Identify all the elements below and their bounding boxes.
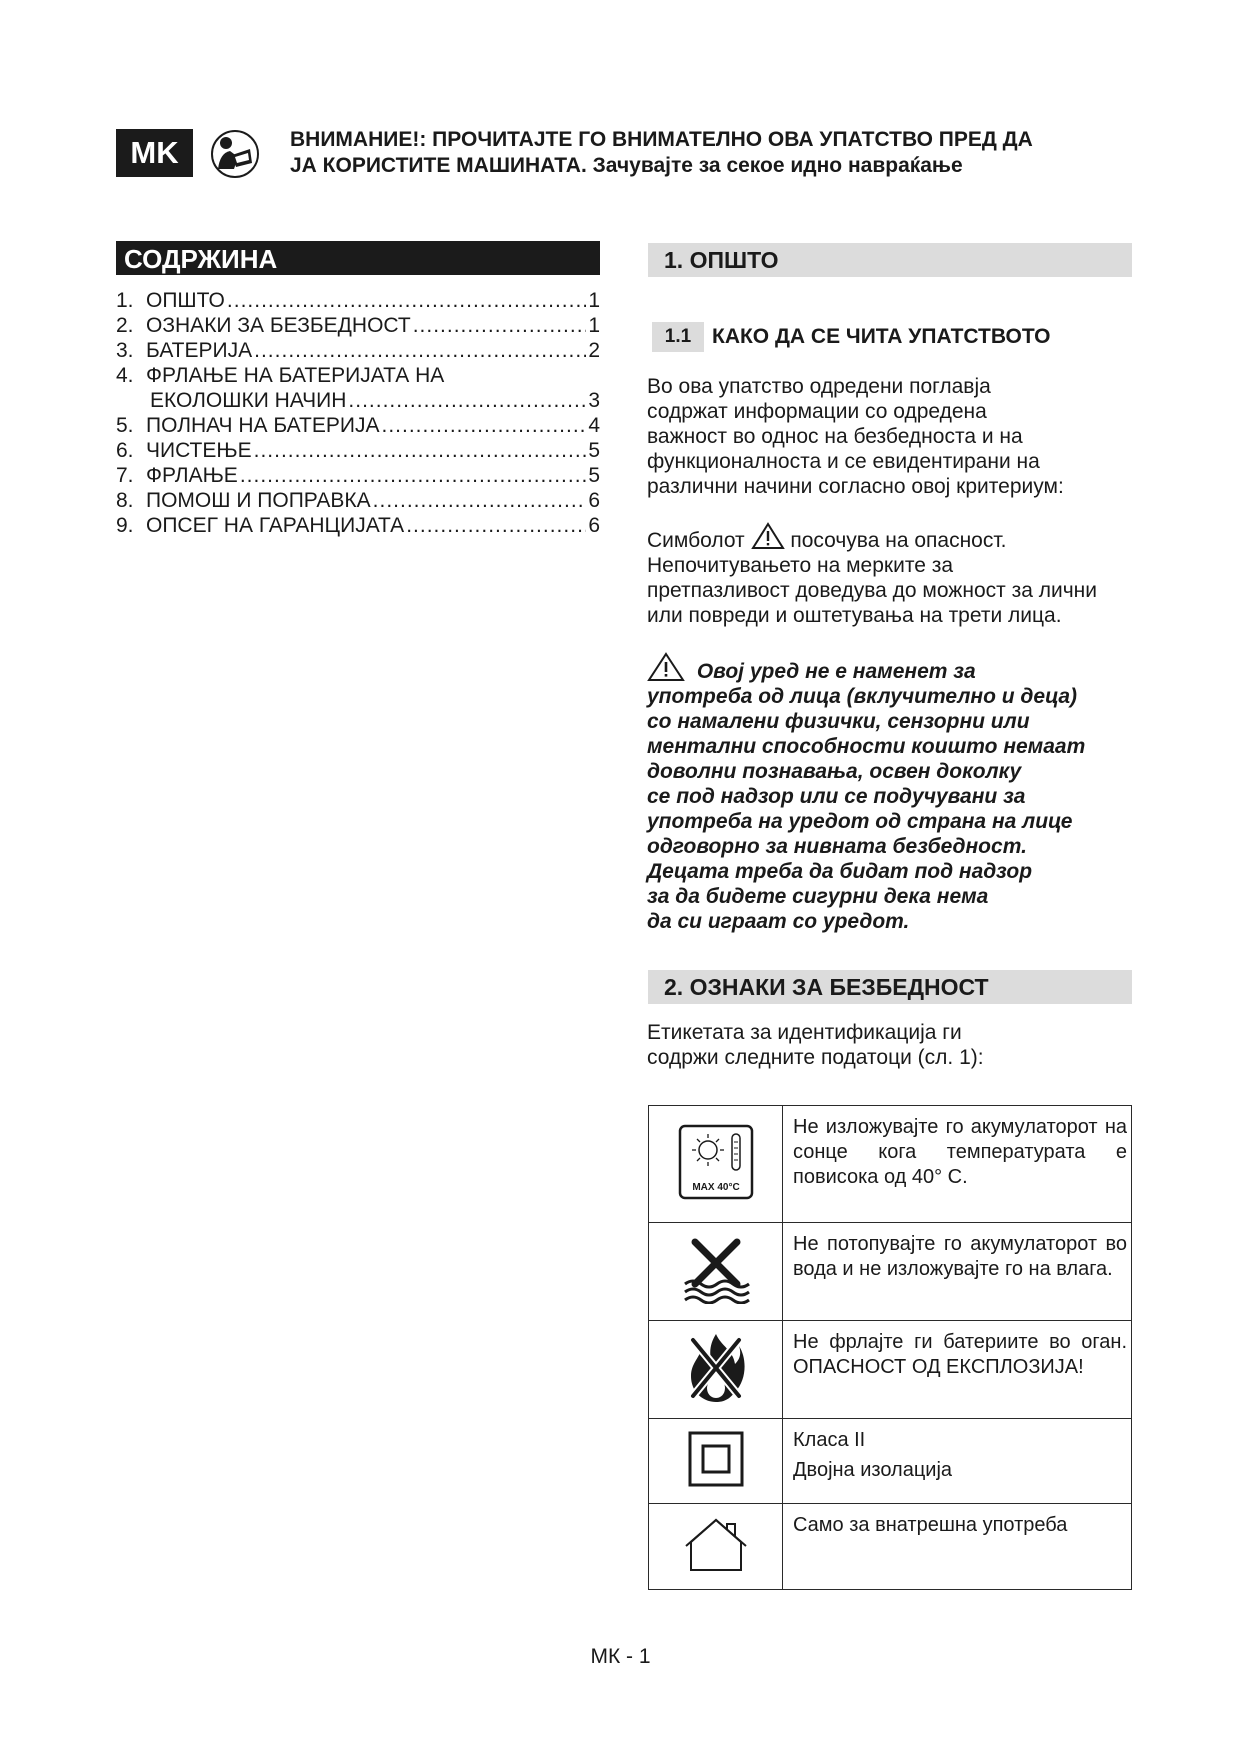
header-warning-line1: ВНИМАНИЕ!: ПРОЧИТАЈТЕ ГО ВНИМАТЕЛНО ОВА УПАТСТВО ПРЕД ДА xyxy=(290,128,1033,151)
toc-leader-dots xyxy=(348,388,586,413)
toc-item-title: ПОМОШ И ПОПРАВКА xyxy=(146,489,371,512)
section-1-heading: 1. ОПШТО xyxy=(648,243,1132,277)
table-row xyxy=(649,1321,1132,1419)
insulation-label: Двојна изолација xyxy=(793,1459,953,1481)
toc-item-number: 2. xyxy=(116,314,134,337)
toc-item xyxy=(116,513,600,538)
text-line: за да бидете сигурни дека нема xyxy=(647,885,989,908)
toc-item-page: 6 xyxy=(588,489,600,512)
table-text-cell xyxy=(783,1419,1132,1504)
text-line xyxy=(647,652,1137,684)
header-warning xyxy=(290,127,1150,179)
table-text-cell: Само за внатрешна употреба xyxy=(783,1504,1132,1590)
toc-item xyxy=(116,313,600,338)
toc-item-page: 6 xyxy=(588,514,600,537)
toc-item xyxy=(116,413,600,438)
warning-paragraph xyxy=(647,652,1137,934)
text-line: содржи следните податоци (сл. 1): xyxy=(647,1046,984,1069)
toc-item-title-cont: ЕКОЛОШКИ НАЧИН xyxy=(150,389,347,412)
language-badge: MK xyxy=(116,129,193,177)
table-icon-cell xyxy=(649,1504,783,1590)
safety-symbols-table xyxy=(648,1105,1132,1590)
toc-item-title: БАТЕРИЈА xyxy=(146,339,253,362)
toc-item-page: 5 xyxy=(588,439,600,462)
text-line: Во ова упатство одредени поглавја xyxy=(647,375,991,398)
toc-item-page: 1 xyxy=(588,289,600,312)
sun-thermometer-icon xyxy=(678,1124,754,1200)
text-line xyxy=(647,522,1137,553)
toc-item xyxy=(116,363,600,388)
table-row xyxy=(649,1504,1132,1590)
toc-item-number: 1. xyxy=(116,289,134,312)
no-water-icon xyxy=(681,1234,751,1304)
class-label: Класа II xyxy=(793,1429,866,1451)
text-line: со намалени физички, сензорни или xyxy=(647,710,1030,733)
text-line: различни начини согласно овој критериум: xyxy=(647,475,1064,498)
warning-text-first: Овој уред не е наменет за xyxy=(696,660,976,683)
toc-item-title: ФРЛАЊЕ НА БАТЕРИЈАТА НА xyxy=(146,364,445,387)
text-line: да си играат со уредот. xyxy=(647,910,910,933)
symbol-text-before: Симболот xyxy=(647,529,745,552)
intro-paragraph xyxy=(647,374,1137,499)
table-icon-cell xyxy=(649,1106,783,1223)
toc-item xyxy=(116,488,600,513)
warning-triangle-icon xyxy=(751,522,785,550)
toc-item xyxy=(116,463,600,488)
toc-item xyxy=(116,338,600,363)
text-line: Непочитувањето на мерките за xyxy=(647,554,954,577)
indoor-house-icon xyxy=(685,1516,747,1572)
toc-leader-dots xyxy=(240,463,587,488)
toc-item-title: ОЗНАКИ ЗА БЕЗБЕДНОСТ xyxy=(146,314,411,337)
toc-leader-dots xyxy=(254,338,586,363)
warning-triangle-icon xyxy=(647,652,685,682)
toc-item-page: 2 xyxy=(588,339,600,362)
table-icon-cell xyxy=(649,1321,783,1419)
header-warning-line2: ЈА КОРИСТИТЕ МАШИНАТА. Зачувајте за секое идно навраќање xyxy=(290,154,963,177)
toc-item-number: 6. xyxy=(116,439,134,462)
toc-leader-dots xyxy=(254,438,587,463)
table-icon-cell xyxy=(649,1223,783,1321)
label-intro-paragraph xyxy=(647,1020,1137,1070)
table-row xyxy=(649,1419,1132,1504)
toc-item-number: 7. xyxy=(116,464,134,487)
text-line: или повреди и оштетувања на трети лица. xyxy=(647,604,1062,627)
toc-item-number: 9. xyxy=(116,514,134,537)
max-temp-label: MAX 40°C xyxy=(691,1181,740,1193)
table-row xyxy=(649,1223,1132,1321)
symbol-text-after: посочува на опасност. xyxy=(790,529,1007,552)
toc-item-number: 3. xyxy=(116,339,134,362)
toc-item xyxy=(116,288,600,313)
text-line: ментални способности коишто немаат xyxy=(647,735,1086,758)
toc-item-title: ПОЛНАЧ НА БАТЕРИЈА xyxy=(146,414,380,437)
text-line: претпазливост доведува до можност за лични xyxy=(647,579,1097,602)
text-line: функционалноста и се евидентирани на xyxy=(647,450,1040,473)
text-line: Етикетата за идентификација ги xyxy=(647,1021,962,1044)
toc-leader-dots xyxy=(406,513,586,538)
text-line: употреба од лица (вклучително и деца) xyxy=(647,685,1078,708)
toc-item-page: 1 xyxy=(588,314,600,337)
toc-leader-dots xyxy=(227,288,586,313)
table-icon-cell xyxy=(649,1419,783,1504)
toc-item-continuation xyxy=(116,388,600,413)
toc-heading: СОДРЖИНА xyxy=(116,241,600,275)
toc-item-page: 4 xyxy=(588,414,600,437)
text-line: се под надзор или се подучувани за xyxy=(647,785,1026,808)
subsection-1-1-heading xyxy=(652,322,1142,352)
toc-leader-dots xyxy=(373,488,587,513)
toc-item-title: ФРЛАЊЕ xyxy=(146,464,238,487)
read-manual-icon xyxy=(210,129,260,179)
text-line: важност во однос на безбедноста и на xyxy=(647,425,1023,448)
toc-item-title: ЧИСТЕЊЕ xyxy=(146,439,252,462)
toc-leader-dots xyxy=(413,313,587,338)
double-insulation-icon xyxy=(688,1431,744,1487)
text-line: Децата треба да бидат под надзор xyxy=(647,860,1033,883)
toc-list xyxy=(116,288,600,538)
toc-item-number: 4. xyxy=(116,364,134,387)
table-text-cell: Не фрлајте ги батериите во оган. ОПАСНОСТ ОД ЕКСПЛОЗИЈА! xyxy=(783,1321,1132,1419)
toc-leader-dots xyxy=(381,413,586,438)
text-line: употреба на уредот од страна на лице xyxy=(647,810,1073,833)
toc-item-page: 3 xyxy=(588,389,600,412)
toc-item-page: 5 xyxy=(588,464,600,487)
text-line: доволни познавања, освен доколку xyxy=(647,760,1022,783)
toc-item-number: 5. xyxy=(116,414,134,437)
toc-item-number: 8. xyxy=(116,489,134,512)
toc-item xyxy=(116,438,600,463)
table-text-cell: Не изложувајте го акумулаторот на сонце кога температурата е повисока од 40° C. xyxy=(783,1106,1132,1223)
table-row xyxy=(649,1106,1132,1223)
toc-item-title: ОПСЕГ НА ГАРАНЦИЈАТА xyxy=(146,514,405,537)
symbol-paragraph xyxy=(647,522,1137,628)
text-line: содржат информации со одредена xyxy=(647,400,987,423)
page-number: МК - 1 xyxy=(590,1645,651,1668)
text-line: одговорно за нивната безбедност. xyxy=(647,835,1027,858)
section-2-heading: 2. ОЗНАКИ ЗА БЕЗБЕДНОСТ xyxy=(648,970,1132,1004)
toc-item-title: ОПШТО xyxy=(146,289,225,312)
no-fire-icon xyxy=(685,1330,747,1404)
table-text-cell: Не потопувајте го акумулаторот во вода и не изложувајте го на влага. xyxy=(783,1223,1132,1321)
subsection-title: КАКО ДА СЕ ЧИТА УПАТСТВОТО xyxy=(712,325,1051,348)
subsection-number: 1.1 xyxy=(652,322,704,352)
